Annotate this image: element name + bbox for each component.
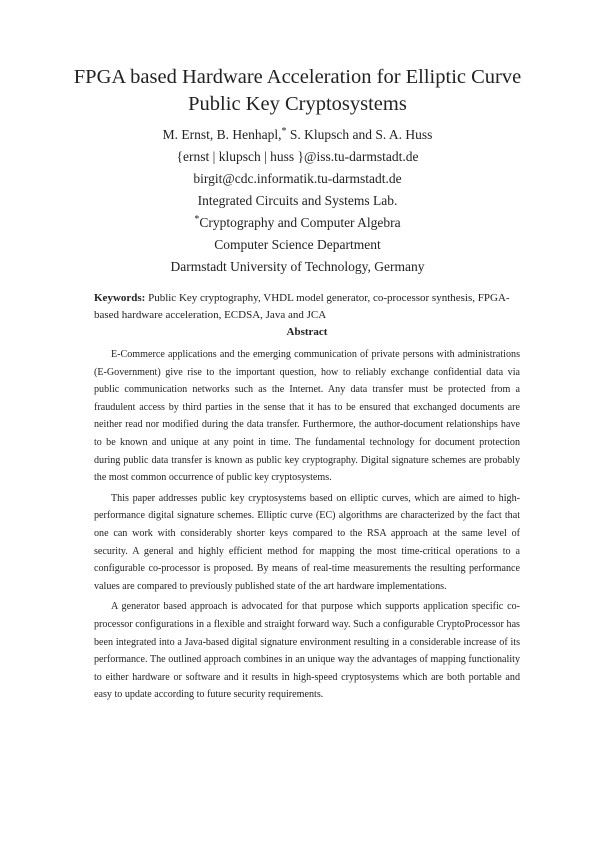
university: Darmstadt University of Technology, Germany (170, 259, 425, 274)
department: Computer Science Department (214, 237, 381, 252)
affiliation-footnote-star: * (194, 214, 200, 225)
keywords-text: Public Key cryptography, VHDL model generator, co-processor synthesis, FPGA-based hardware acceleration, ECDSA, Java and JCA (94, 292, 510, 321)
author-email-cdc: birgit@cdc.informatik.tu-darmstadt.de (193, 171, 402, 186)
author-names (40, 124, 555, 146)
keywords (94, 290, 520, 324)
title-line-2: Public Key Cryptosystems (188, 93, 407, 115)
affiliation-cdc-label: Cryptography and Computer Algebra (199, 215, 401, 230)
affiliation-cdc (40, 212, 555, 234)
author-email-iss: {ernst | klupsch | huss }@iss.tu-darmstadt.de (176, 149, 419, 164)
abstract-paragraph: E-Commerce applications and the emerging communication of private persons with administrations (E-Government) give rise to the important question, how to reliably exchange confidential data via public communication networks such as the Internet. Any data transfer must be protected from a fraudulent access by third parties in the sense that it has to be ensured that exchanged documents are neither read nor modified during the data transfer. Furthermore, the author-document relationships have to be known and unique at any point in time. The fundamental technology for document protection during public data transfer is known as public key cryptography. Digital signature schemes are probably the most common occurrence of public key cryptosystems. (94, 349, 520, 484)
author-names-part2: S. Klupsch and S. A. Huss (286, 127, 433, 142)
abstract-heading: Abstract (286, 326, 328, 338)
paper-title (40, 64, 555, 118)
title-line-1: FPGA based Hardware Acceleration for Elliptic Curve (73, 66, 522, 88)
affiliation-ics-lab: Integrated Circuits and Systems Lab. (197, 193, 398, 208)
author-names-part1: M. Ernst, B. Henhapl, (162, 127, 282, 142)
abstract-paragraph: This paper addresses public key cryptosystems based on elliptic curves, which are aimed to high-performance digital signature schemes. Elliptic curve (EC) algorithms are characterized by the fact that one can work with considerably shorter keys compared to the RSA approach at the same level of security. A general and highly efficient method for mapping the most time-critical operations to a configurable co-processor is proposed. By means of real-time measurements the resulting performance values are compared to previously published state of the art hardware implementations. (94, 492, 520, 592)
author-footnote-star: * (281, 126, 287, 137)
keywords-label: Keywords: (94, 292, 146, 304)
author-block (40, 124, 555, 278)
abstract-body (94, 346, 520, 707)
abstract-paragraph: A generator based approach is advocated for that purpose which supports application specific co-processor configurations in a flexible and straight forward way. Such a configurable CryptoProcessor has been integrated into a Java-based digital signature environment resulting in a considerable increase of its performance. The outlined approach combines in an unique way the advantages of mapping functionality to either hardware or software and it results in high-speed cryptosystems which are both portable and easy to update according to future security requirements. (94, 601, 520, 701)
